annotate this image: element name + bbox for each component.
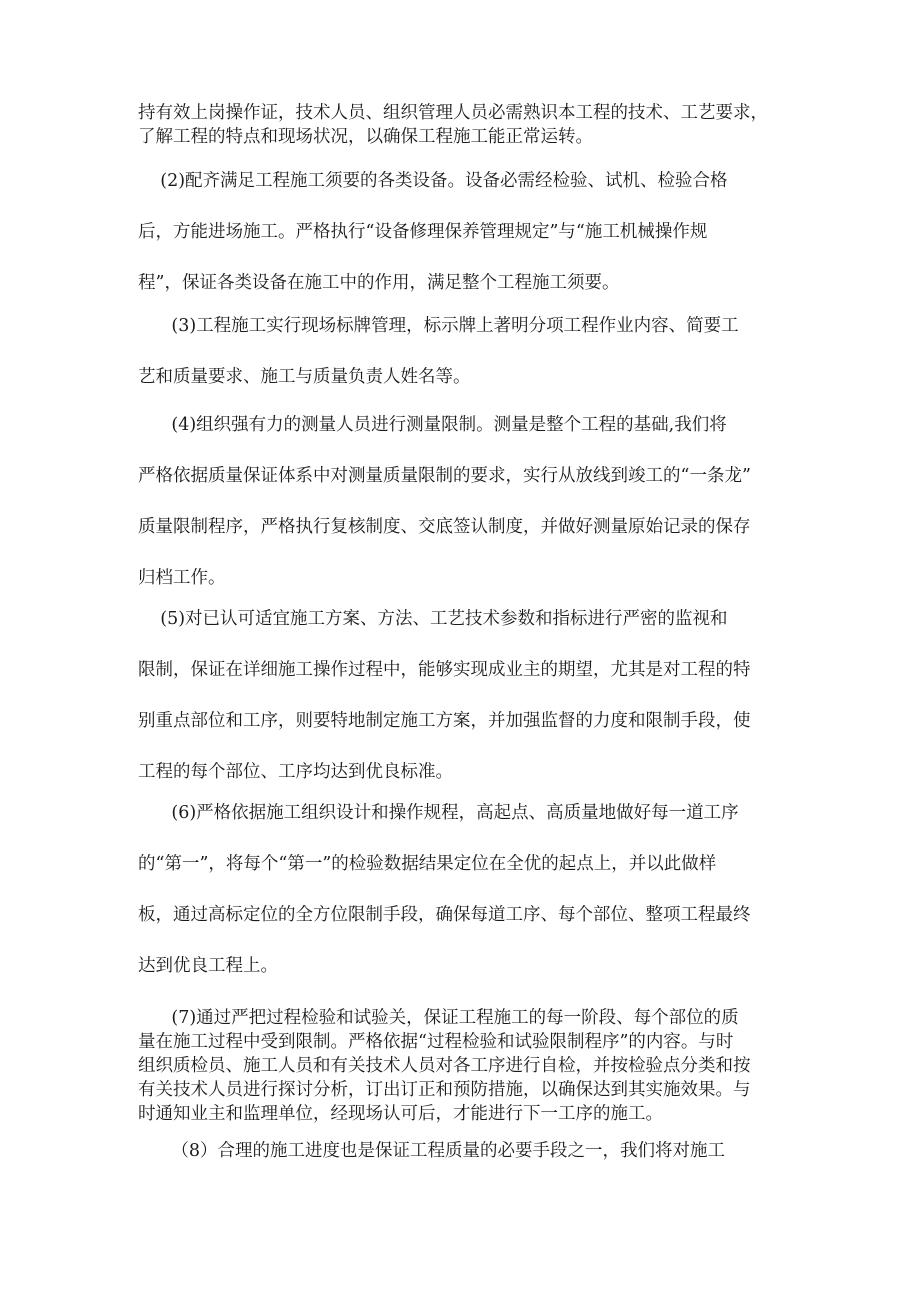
text-line: 工程的每个部位、工序均达到优良标准。 xyxy=(138,762,453,782)
text-line: 的“第一”，将每个“第一”的检验数据结果定位在全优的起点上，并以此做样 xyxy=(138,854,717,874)
paragraph-3-signage xyxy=(138,314,788,389)
paragraph-certification xyxy=(138,101,788,149)
text-line: 严格依据质量保证体系中对测量质量限制的要求，实行从放线到竣工的“一条龙” xyxy=(138,466,751,486)
paragraph-5-supervision xyxy=(138,607,788,784)
text-line: 有关技术人员进行探讨分析，订出订正和预防措施，以确保达到其实施效果。与 xyxy=(138,1080,751,1100)
paragraph-8-schedule xyxy=(138,1139,788,1163)
text-line: 时通知业主和监理单位，经现场认可后，才能进行下一工序的施工。 xyxy=(138,1104,663,1124)
text-line: (5)对已认可适宜施工方案、方法、工艺技术参数和指标进行严密的监视和 xyxy=(138,609,728,629)
paragraph-7-inspection xyxy=(138,1006,788,1126)
text-line: 量在施工过程中受到限制。严格依据“过程检验和试验限制程序”的内容。与时 xyxy=(138,1032,734,1052)
text-line: 程”，保证各类设备在施工中的作用，满足整个工程施工须要。 xyxy=(138,273,620,293)
text-line: 限制，保证在详细施工操作过程中，能够实现成业主的期望，尤其是对工程的特 xyxy=(138,660,751,680)
text-line: (4)组织强有力的测量人员进行测量限制。测量是整个工程的基础,我们将 xyxy=(138,415,727,435)
paragraph-2-equipment xyxy=(138,169,788,295)
text-line: (6)严格依据施工组织设计和操作规程，高起点、高质量地做好每一道工序 xyxy=(138,803,739,823)
text-line: 后，方能进场施工。严格执行“设备修理保养管理规定”与“施工机械操作规 xyxy=(138,222,708,242)
paragraph-6-procedures xyxy=(138,801,788,978)
text-line: 艺和质量要求、施工与质量负责人姓名等。 xyxy=(138,367,471,387)
text-line: (2)配齐满足工程施工须要的各类设备。设备必需经检验、试机、检验合格 xyxy=(138,171,728,191)
text-line: 归档工作。 xyxy=(138,568,226,588)
text-line: 别重点部位和工序，则要特地制定施工方案，并加强监督的力度和限制手段，使 xyxy=(138,711,751,731)
text-line: （8）合理的施工进度也是保证工程质量的必要手段之一，我们将对施工 xyxy=(138,1141,726,1161)
text-line: 板，通过高标定位的全方位限制手段，确保每道工序、每个部位、整项工程最终 xyxy=(138,905,751,925)
text-line: 了解工程的特点和现场状况，以确保工程施工能正常运转。 xyxy=(138,127,593,147)
text-line: (3)工程施工实行现场标牌管理，标示牌上著明分项工程作业内容、简要工 xyxy=(138,316,739,336)
text-line: 组织质检员、施工人员和有关技术人员对各工序进行自检，并按检验点分类和按 xyxy=(138,1056,751,1076)
text-line: 质量限制程序，严格执行复核制度、交底签认制度，并做好测量原始记录的保存 xyxy=(138,517,751,537)
text-line: (7)通过严把过程检验和试验关，保证工程施工的每一阶段、每个部位的质 xyxy=(138,1008,739,1028)
text-line: 达到优良工程上。 xyxy=(138,956,278,976)
paragraph-4-surveying xyxy=(138,413,788,590)
text-line: 持有效上岗操作证，技术人员、组织管理人员必需熟识本工程的技术、工艺要求， xyxy=(138,103,768,123)
